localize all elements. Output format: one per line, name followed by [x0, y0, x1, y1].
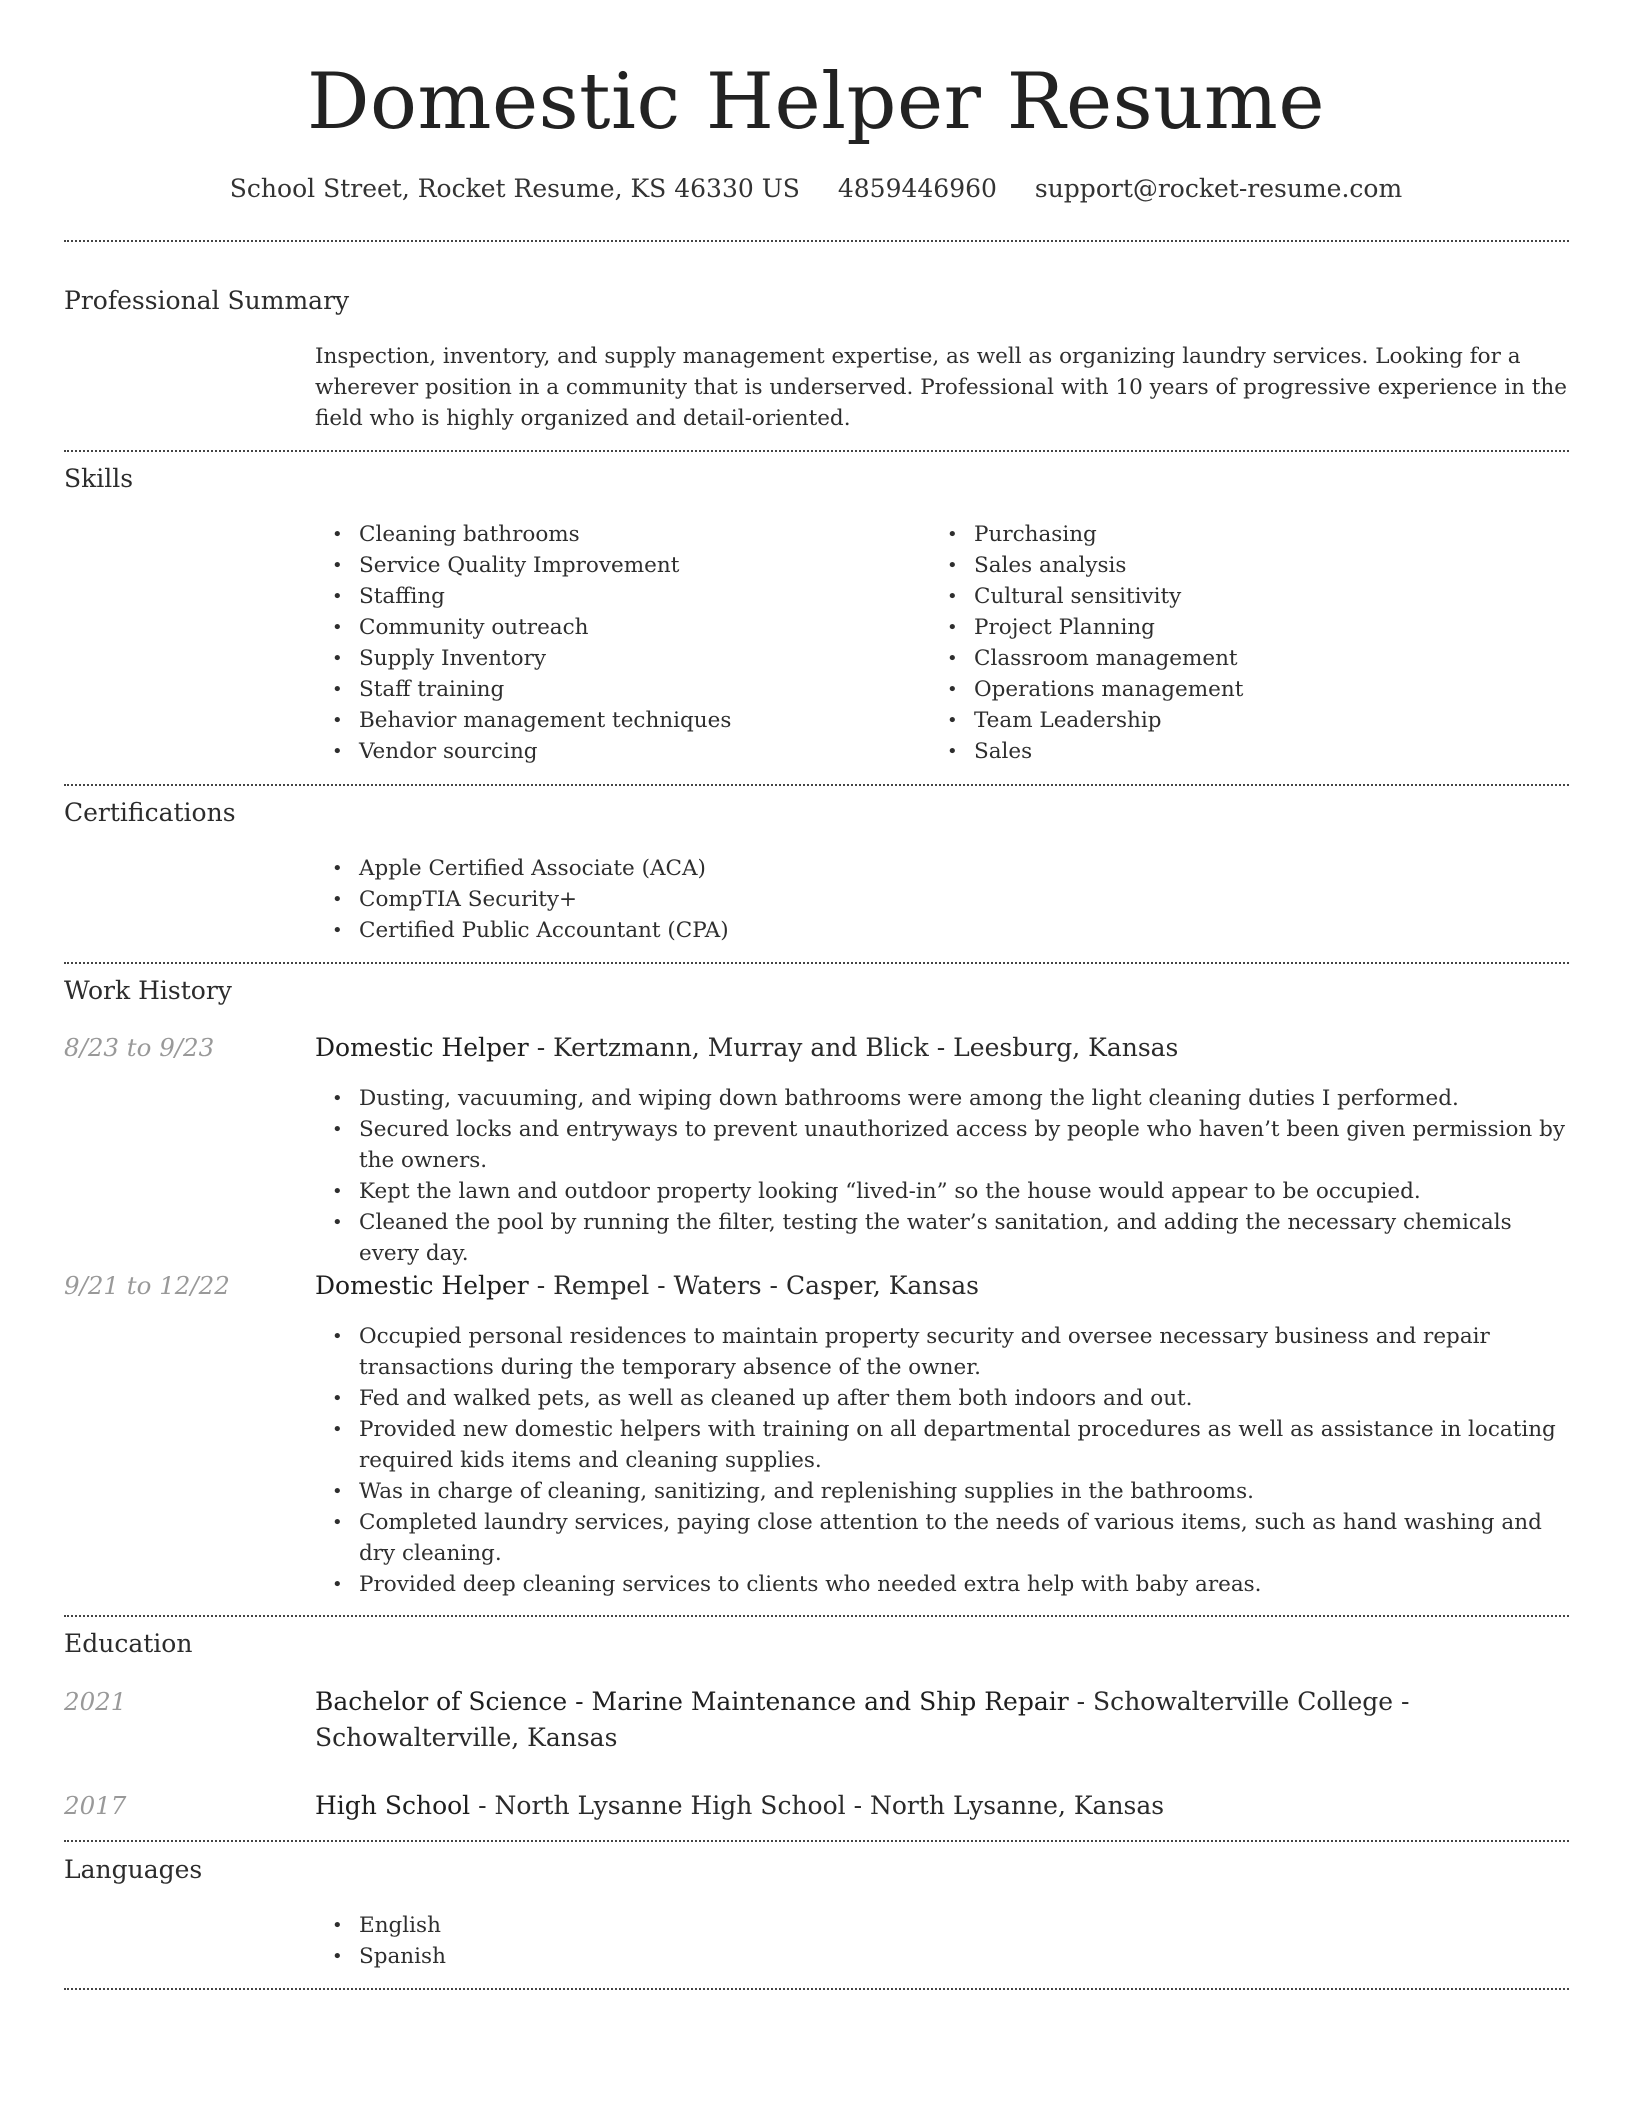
- education-entry: [315, 1788, 1569, 1824]
- job-bullets: [315, 1321, 1569, 1600]
- summary-heading: Professional Summary: [64, 286, 350, 315]
- job-heading: [315, 1268, 1569, 1304]
- skill-item: • Staffing: [315, 581, 915, 612]
- education-school-location: - North Lysanne High School - North Lysanne, Kansas: [470, 1791, 1165, 1820]
- education-degree: Bachelor of Science - Marine Maintenance and Ship Repair: [315, 1687, 1069, 1716]
- job-bullet: • Cleaned the pool by running the filter, testing the water’s sanitation, and adding the necessary chemicals every day.: [315, 1207, 1569, 1269]
- section-divider: [64, 1840, 1569, 1842]
- skill-item: • Sales analysis: [930, 550, 1530, 581]
- education-year: 2021: [64, 1687, 127, 1716]
- skill-item: • Operations management: [930, 674, 1530, 705]
- section-divider: [64, 240, 1569, 242]
- certification-item: • CompTIA Security+: [315, 884, 1569, 915]
- language-item: • Spanish: [315, 1941, 1569, 1972]
- job-employer-location: - Rempel - Waters - Casper, Kansas: [528, 1271, 979, 1300]
- education-school-location: - Schowalterville College - Schowalterville, Kansas: [315, 1687, 1410, 1752]
- job-dates: 9/21 to 12/22: [64, 1271, 230, 1300]
- job-title: Domestic Helper: [315, 1271, 529, 1300]
- skills-list-left: [315, 519, 915, 767]
- job-bullet: • Secured locks and entryways to prevent unauthorized access by people who haven’t been given permission by the owners.: [315, 1114, 1569, 1176]
- contact-phone: 4859446960: [837, 174, 997, 203]
- certification-item: • Certified Public Accountant (CPA): [315, 915, 1569, 946]
- languages-list: [315, 1910, 1569, 1972]
- skill-item: • Cultural sensitivity: [930, 581, 1530, 612]
- section-divider: [64, 1615, 1569, 1617]
- job-title: Domestic Helper: [315, 1033, 529, 1062]
- language-item: • English: [315, 1910, 1569, 1941]
- education-year: 2017: [64, 1791, 127, 1820]
- job-bullet: • Completed laundry services, paying close attention to the needs of various items, such as hand washing and dry cleaning.: [315, 1507, 1569, 1569]
- work-history-heading: Work History: [64, 976, 232, 1005]
- skill-item: • Team Leadership: [930, 705, 1530, 736]
- job-employer-location: - Kertzmann, Murray and Blick - Leesburg, Kansas: [528, 1033, 1179, 1062]
- education-heading: Education: [64, 1629, 193, 1658]
- resume-header: [64, 52, 1568, 206]
- skill-item: • Service Quality Improvement: [315, 550, 915, 581]
- job-bullet: • Occupied personal residences to maintain property security and oversee necessary business and repair transactions during the temporary absence of the owner.: [315, 1321, 1569, 1383]
- job-bullet: • Fed and walked pets, as well as cleaned up after them both indoors and out.: [315, 1383, 1569, 1414]
- skills-list-right: [930, 519, 1530, 767]
- contact-line: [64, 172, 1568, 206]
- contact-address: School Street, Rocket Resume, KS 46330 US: [229, 174, 800, 203]
- summary-text: Inspection, inventory, and supply management expertise, as well as organizing laundry services. Looking for a wherever position in a community that is underserved. Professional with 10 years of progressive experience in the field who is highly organized and detail-oriented.: [315, 344, 1568, 431]
- job-heading: [315, 1030, 1569, 1066]
- job-dates: 8/23 to 9/23: [64, 1033, 215, 1062]
- resume-title: Domestic Helper Resume: [307, 57, 1325, 147]
- skill-item: • Cleaning bathrooms: [315, 519, 915, 550]
- education-degree: High School: [315, 1791, 471, 1820]
- skill-item: • Project Planning: [930, 612, 1530, 643]
- certification-item: • Apple Certified Associate (ACA): [315, 853, 1569, 884]
- skill-item: • Staff training: [315, 674, 915, 705]
- job-bullets: [315, 1083, 1569, 1269]
- skill-item: • Supply Inventory: [315, 643, 915, 674]
- section-divider: [64, 1988, 1569, 1990]
- contact-email: support@rocket-resume.com: [1034, 174, 1403, 203]
- languages-heading: Languages: [64, 1855, 203, 1884]
- skill-item: • Purchasing: [930, 519, 1530, 550]
- certifications-list: [315, 853, 1569, 946]
- skill-item: • Community outreach: [315, 612, 915, 643]
- skill-item: • Behavior management techniques: [315, 705, 915, 736]
- job-bullet: • Provided new domestic helpers with training on all departmental procedures as well as assistance in locating required kids items and cleaning supplies.: [315, 1414, 1569, 1476]
- certifications-heading: Certifications: [64, 798, 236, 827]
- section-divider: [64, 784, 1569, 786]
- job-bullet: • Dusting, vacuuming, and wiping down bathrooms were among the light cleaning duties I performed.: [315, 1083, 1569, 1114]
- section-divider: [64, 450, 1569, 452]
- job-bullet: • Kept the lawn and outdoor property looking “lived-in” so the house would appear to be occupied.: [315, 1176, 1569, 1207]
- skill-item: • Vendor sourcing: [315, 736, 915, 767]
- skill-item: • Classroom management: [930, 643, 1530, 674]
- skills-heading: Skills: [64, 464, 134, 493]
- job-bullet: • Provided deep cleaning services to clients who needed extra help with baby areas.: [315, 1569, 1569, 1600]
- education-entry: [315, 1684, 1569, 1756]
- skill-item: • Sales: [930, 736, 1530, 767]
- section-divider: [64, 962, 1569, 964]
- job-bullet: • Was in charge of cleaning, sanitizing, and replenishing supplies in the bathrooms.: [315, 1476, 1569, 1507]
